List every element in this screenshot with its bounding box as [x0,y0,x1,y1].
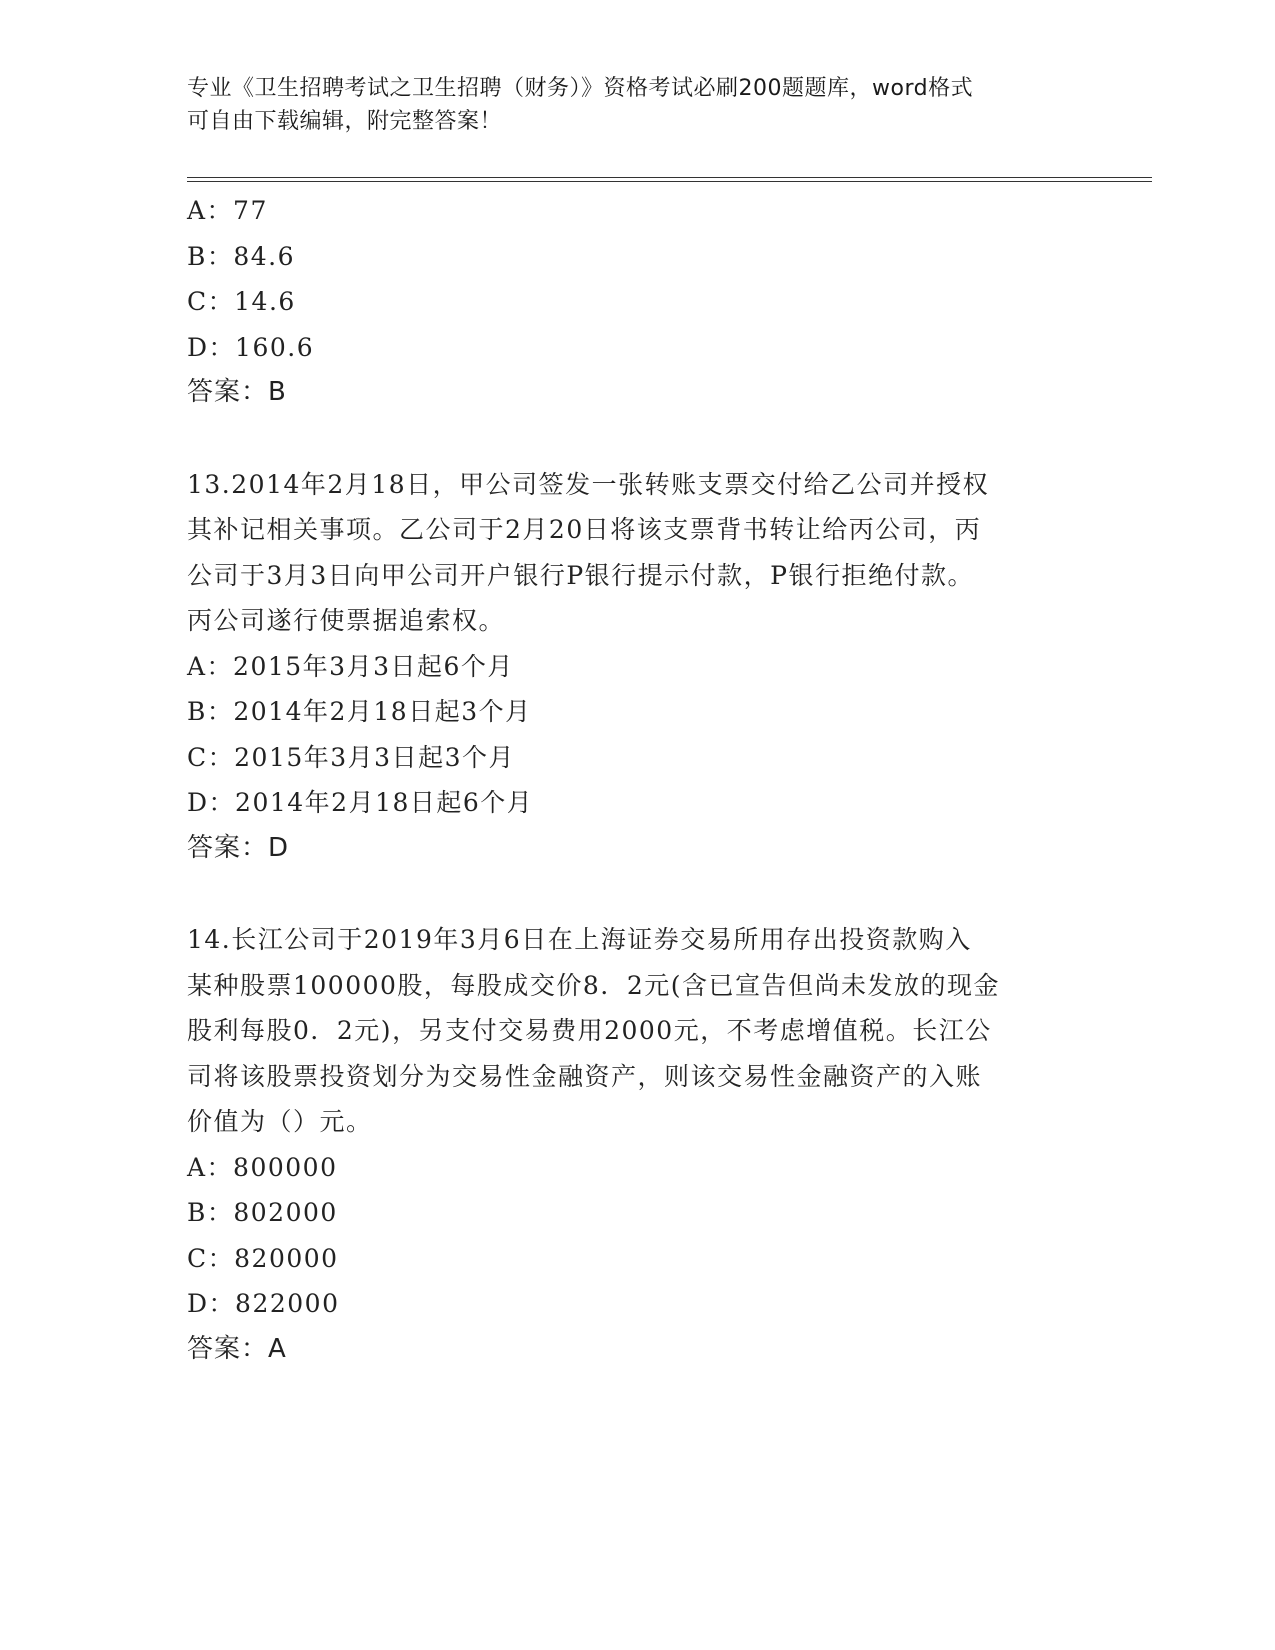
option-b: B：2014年2月18日起3个月 [187,697,532,726]
question-stem-line: 丙公司遂行使票据追索权。 [187,606,506,635]
option-c: C：14.6 [187,287,296,316]
header-line-2: 可自由下载编辑，附完整答案！ [187,109,503,134]
question-14 [187,917,1087,1372]
option-a: A：800000 [187,1152,338,1182]
question-stem-line: 公司于3月3日向甲公司开户银行P银行提示付款，P银行拒绝付款。 [187,560,974,590]
question-stem-line: 价值为（）元。 [187,1107,373,1136]
question-stem-line: 14.长江公司于2019年3月6日在上海证券交易所用存出投资款购入 [187,925,972,954]
question-content [187,188,1087,1372]
header-divider-bottom [187,181,1152,182]
answer-label: 答案：D [187,832,290,863]
question-stem-line: 某种股票100000股，每股成交价8．2元(含已宣告但尚未发放的现金 [187,970,1001,1000]
header-line-1: 专业《卫生招聘考试之卫生招聘（财务）》资格考试必刷200题题库，word格式 [187,76,974,101]
answer-label: 答案：B [187,377,287,407]
option-d: D：160.6 [187,332,315,362]
option-b: B：802000 [187,1198,338,1227]
option-c: C：2015年3月3日起3个月 [187,742,515,772]
question-stem-line: 其补记相关事项。乙公司于2月20日将该支票背书转让给丙公司，丙 [187,515,982,544]
option-d: D：822000 [187,1289,340,1318]
question-stem-line: 司将该股票投资划分为交易性金融资产，则该交易性金融资产的入账 [187,1061,983,1091]
option-a: A：2015年3月3日起6个月 [187,651,514,681]
spacer [187,416,1087,462]
question-stem-line: 13.2014年2月18日，甲公司签发一张转账支票交付给乙公司并授权 [187,469,990,499]
option-c: C：820000 [187,1243,339,1273]
spacer [187,871,1087,917]
question-12 [187,188,1087,416]
document-header [187,72,1067,138]
option-b: B：84.6 [187,241,296,271]
question-13 [187,462,1087,872]
option-a: A：77 [187,196,268,225]
header-divider-top [187,177,1152,178]
answer-label: 答案：A [187,1333,287,1364]
option-d: D：2014年2月18日起6个月 [187,788,534,817]
question-stem-line: 股利每股0．2元)，另支付交易费用2000元，不考虑增值税。长江公 [187,1016,992,1045]
